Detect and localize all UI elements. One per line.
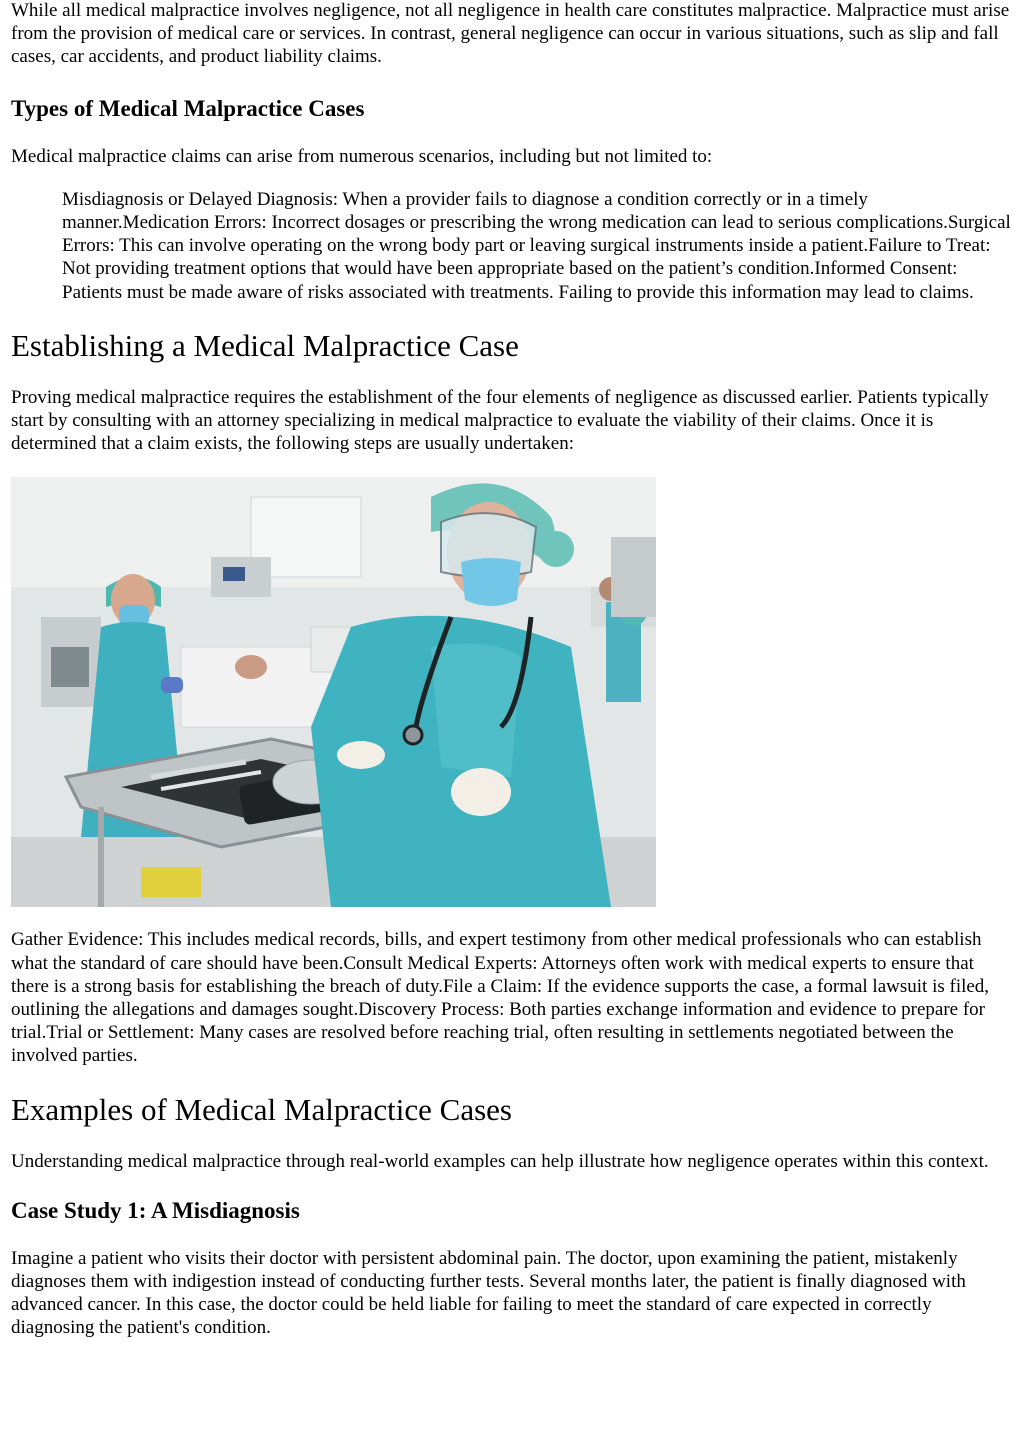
types-lead-paragraph: Medical malpractice claims can arise from numerous scenarios, including but not limited to: xyxy=(11,145,713,167)
establishing-paragraph: Proving medical malpractice requires the establishment of the four elements of negligence as discussed earlier. Patients typically start by consulting with an attorney specializing in medical malpractice to evaluate the viability of their claims. Once it is determined that a claim exists, the following steps are usually undertaken: xyxy=(11,386,989,455)
types-heading: Types of Medical Malpractice Cases xyxy=(11,95,365,121)
case-study-paragraph: Imagine a patient who visits their doctor with persistent abdominal pain. The doctor, upon examining the patient, mistakenly diagnoses them with indigestion instead of conducting further tests. Several months later, the patient is finally diagnosed with advanced cancer. In this case, the doctor could be held liable for failing to meet the standard of care expected in correctly diagnosing the patient's condition. xyxy=(11,1247,966,1339)
hospital-photo xyxy=(11,477,656,907)
case-study-heading: Case Study 1: A Misdiagnosis xyxy=(11,1197,300,1223)
intro-paragraph: While all medical malpractice involves negligence, not all negligence in health care constitutes malpractice. Malpractice must arise from the provision of medical care or services. In contrast, general negligence can occur in various situations, such as slip and fall cases, car accidents, and product liability claims. xyxy=(11,0,1010,68)
examples-paragraph: Understanding medical malpractice through real-world examples can help illustrate how negligence operates within this context. xyxy=(11,1150,989,1172)
establishing-heading: Establishing a Medical Malpractice Case xyxy=(11,327,519,363)
steps-paragraph: Gather Evidence: This includes medical records, bills, and expert testimony from other medical professionals who can establish what the standard of care should have been.Consult Medical Experts: Attorneys often work with medical experts to ensure that there is a strong basis for establishing the breach of duty.File a Claim: If the evidence supports the case, a formal lawsuit is filed, outlining the allegations and damages sought.Discovery Process: Both parties exchange information and evidence to prepare for trial.Trial or Settlement: Many cases are resolved before reaching trial, often resulting in settlements negotiated between the involved parties. xyxy=(11,929,990,1067)
examples-heading: Examples of Medical Malpractice Cases xyxy=(11,1091,512,1127)
types-blockquote: Misdiagnosis or Delayed Diagnosis: When a provider fails to diagnose a condition correctly or in a timely manner.Medication Errors: Incorrect dosages or prescribing the wrong medication can lead to serious complications.Surgical Errors: This can involve operating on the wrong body part or leaving surgical instruments inside a patient.Failure to Treat: Not providing treatment options that would have been appropriate based on the patient’s condition.Informed Consent: Patients must be made aware of risks associated with treatments. Failing to provide this information may lead to claims. xyxy=(62,188,1011,303)
